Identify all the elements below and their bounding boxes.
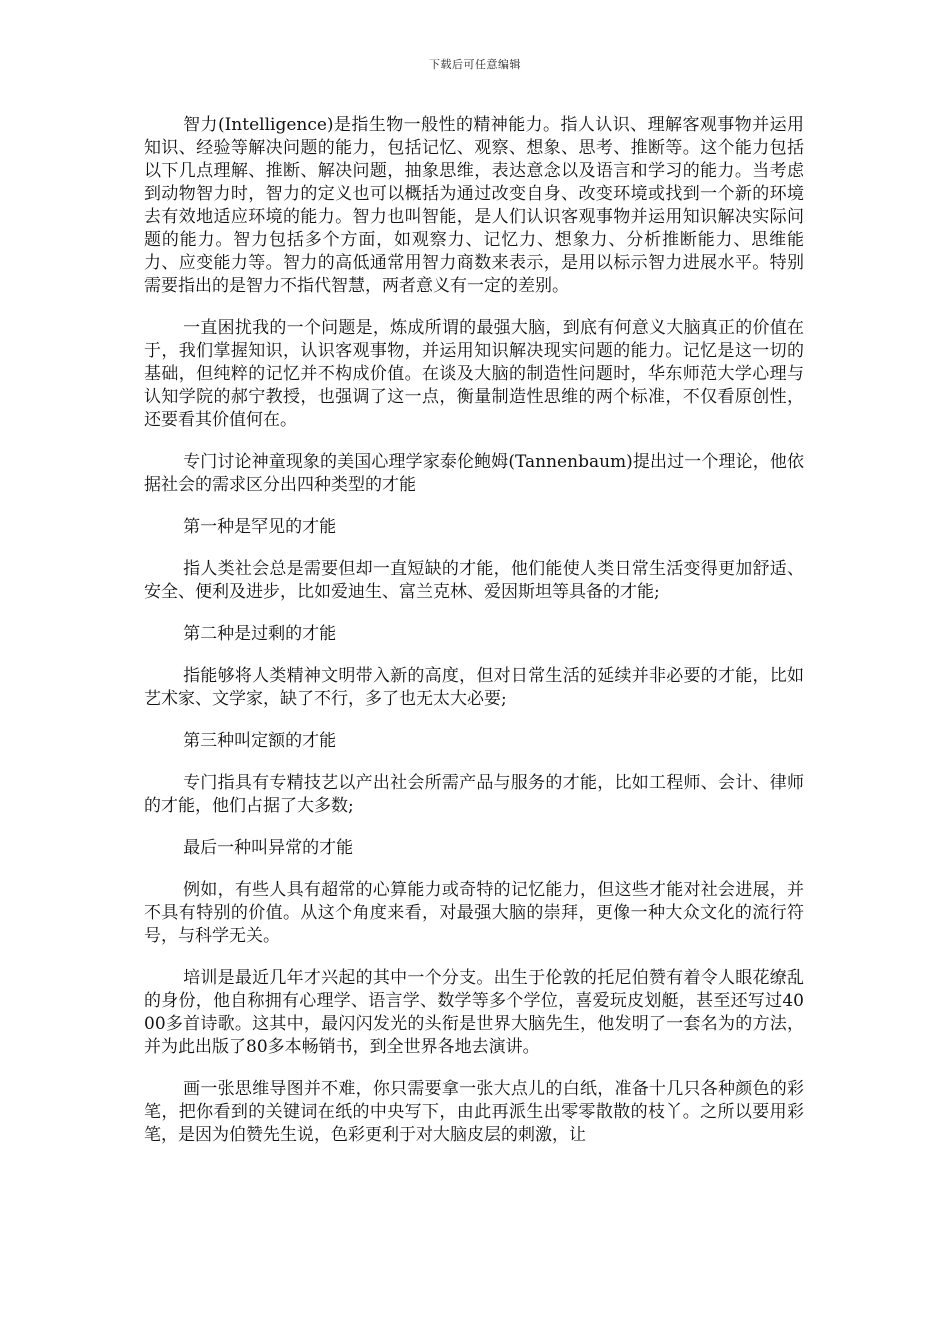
paragraph-mind-map: 画一张思维导图并不难，你只需要拿一张大点儿的白纸，准备十几只各种颜色的彩笔，把你看到的关键词在纸的中央写下，由此再派生出零零散散的枝丫。之所以要用彩笔，是因为伯赞先生说，色彩更利于对大脑皮层的刺激，让: [144, 1079, 804, 1145]
paragraph-type-one-heading: 第一种是罕见的才能: [183, 517, 337, 537]
paragraph-strongest-brain-question: 一直困扰我的一个问题是，炼成所谓的最强大脑，到底有何意义大脑真正的价值在于，我们掌握知识，认识客观事物，并运用知识解决现实问题的能力。记忆是这一切的基础，但纯粹的记忆并不构成价值。在谈及大脑的制造性问题时，华东师范大学心理与认知学院的郝宁教授，也强调了这一点，衡量制造性思维的两个标准，不仅看原创性，还要看其价值何在。: [144, 318, 804, 430]
paragraph-type-one-detail: 指人类社会总是需要但却一直短缺的才能，他们能使人类日常生活变得更加舒适、安全、便利及进步，比如爱迪生、富兰克林、爱因斯坦等具备的才能;: [144, 559, 804, 602]
paragraph-tannenbaum-theory: 专门讨论神童现象的美国心理学家泰伦鲍姆(Tannenbaum)提出过一个理论，他依据社会的需求区分出四种类型的才能: [144, 452, 804, 495]
paragraph-type-four-detail: 例如，有些人具有超常的心算能力或奇特的记忆能力，但这些才能对社会进展，并不具有特别的价值。从这个角度来看，对最强大脑的崇拜，更像一种大众文化的流行符号，与科学无关。: [144, 880, 804, 946]
paragraph-tony-buzan: 培训是最近几年才兴起的其中一个分支。出生于伦敦的托尼伯赞有着令人眼花缭乱的身份，他自称拥有心理学、语言学、数学等多个学位，喜爱玩皮划艇，甚至还写过4000多首诗歌。这其中，最闪闪发光的头衔是世界大脑先生，他发明了一套名为的方法，并为此出版了80多本畅销书，到全世界各地去演讲。: [144, 968, 804, 1057]
paragraph-type-three-heading: 第三种叫定额的才能: [183, 731, 337, 751]
paragraph-type-two-detail: 指能够将人类精神文明带入新的高度，但对日常生活的延续并非必要的才能，比如艺术家、文学家，缺了不行，多了也无太大必要;: [144, 666, 804, 709]
page-header-note: 下载后可任意编辑: [429, 58, 521, 71]
paragraph-type-three-detail: 专门指具有专精技艺以产出社会所需产品与服务的才能，比如工程师、会计、律师的才能，他们占据了大多数;: [144, 773, 804, 816]
paragraph-intelligence-definition: 智力(Intelligence)是指生物一般性的精神能力。指人认识、理解客观事物并运用知识、经验等解决问题的能力，包括记忆、观察、想象、思考、推断等。这个能力包括以下几点理解、推断、解决问题，抽象思维，表达意念以及语言和学习的能力。当考虑到动物智力时，智力的定义也可以概括为通过改变自身、改变环境或找到一个新的环境去有效地适应环境的能力。智力也叫智能，是人们认识客观事物并运用知识解决实际问题的能力。智力包括多个方面，如观察力、记忆力、想象力、分析推断能力、思维能力、应变能力等。智力的高低通常用智力商数来表示，是用以标示智力进展水平。特别需要指出的是智力不指代智慧，两者意义有一定的差别。: [144, 115, 804, 296]
paragraph-type-four-heading: 最后一种叫异常的才能: [183, 838, 354, 858]
paragraph-type-two-heading: 第二种是过剩的才能: [183, 624, 337, 644]
document-body: [144, 114, 804, 1147]
